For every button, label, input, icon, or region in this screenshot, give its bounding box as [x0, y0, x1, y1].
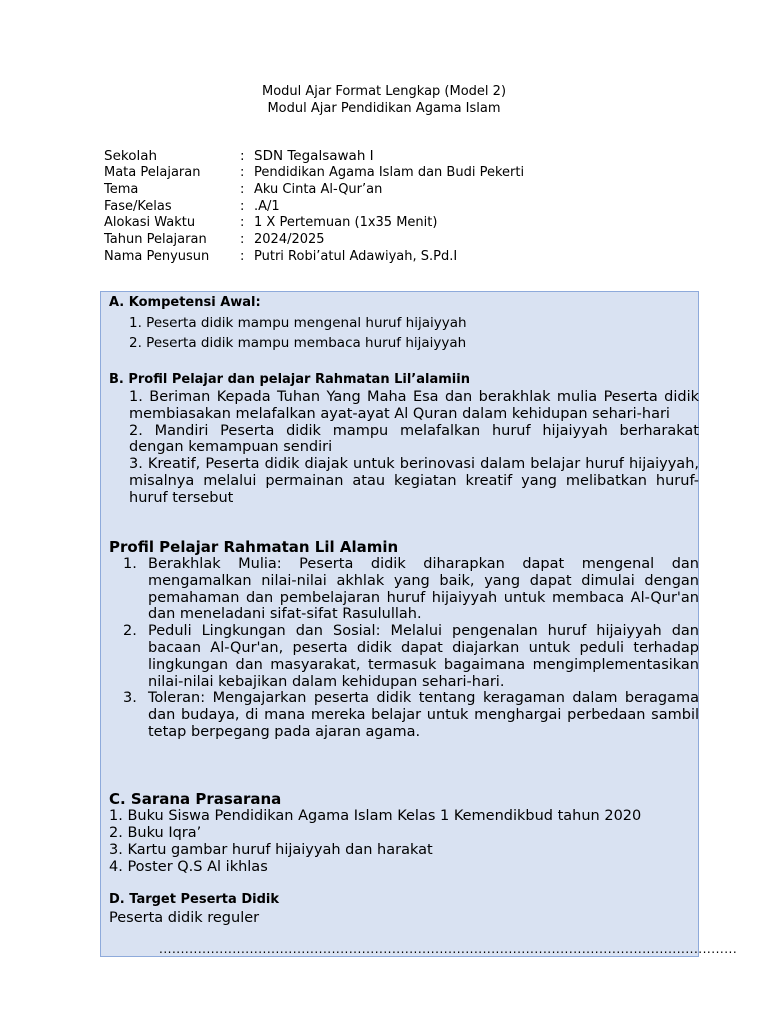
section-d-text: Peserta didik reguler [109, 910, 260, 926]
list-item [123, 690, 699, 740]
document-title: Modul Ajar Format Lengkap (Model 2) [261, 84, 507, 99]
meta-separator: : [240, 181, 245, 197]
meta-value: Pendidikan Agama Islam dan Budi Pekerti [254, 165, 525, 180]
list-number: 3. [123, 690, 137, 707]
meta-label: Sekolah [104, 148, 158, 164]
meta-label: Nama Penyusun [104, 248, 210, 264]
meta-label: Tahun Pelajaran [104, 232, 207, 248]
meta-row [104, 232, 604, 249]
list-item: 2. Buku Iqra’ [109, 825, 202, 841]
meta-value: 2024/2025 [254, 232, 325, 248]
meta-separator: : [240, 248, 245, 264]
profil-title: Profil Pelajar Rahmatan Lil Alamin [109, 538, 399, 556]
section-b-title: B. Profil Pelajar dan pelajar Rahmatan Lil’alamiin [109, 372, 470, 387]
meta-separator: : [240, 232, 245, 248]
list-item: 2. Peserta didik mampu membaca huruf hijaiyyah [129, 335, 467, 351]
list-item: 4. Poster Q.S Al ikhlas [109, 859, 268, 875]
list-item: 2. Mandiri Peserta didik mampu melafalkan huruf hijaiyyah berharakat dengan kemampuan sendiri [129, 422, 699, 456]
meta-row [104, 165, 604, 182]
meta-value: SDN Tegalsawah I [254, 148, 374, 164]
list-text: Peduli Lingkungan dan Sosial: Melalui pengenalan huruf hijaiyyah dan bacaan Al-Qur'an, peserta didik dapat diajarkan untuk peduli terhadap lingkungan dan masyarakat, termasuk bagaimana mengimplementasikan nilai-nilai kebajikan dalam kehidupan sehari-hari. [148, 623, 699, 690]
meta-row [104, 215, 604, 232]
section-a-title: A. Kompetensi Awal: [109, 295, 261, 310]
list-item: 1. Buku Siswa Pendidikan Agama Islam Kelas 1 Kemendikbud tahun 2020 [109, 808, 642, 824]
list-item: 3. Kartu gambar huruf hijaiyyah dan harakat [109, 842, 433, 858]
list-text: Berakhlak Mulia: Peserta didik diharapkan dapat mengenal dan mengamalkan nilai-nilai akhlak yang baik, yang dapat dimulai dengan pemahaman dan pembelajaran huruf hijaiyyah untuk membaca Al-Qur'an dan meneladani sifat-sifat Rasulullah. [148, 556, 699, 623]
document-subtitle: Modul Ajar Pendidikan Agama Islam [267, 101, 501, 116]
meta-value: 1 X Pertemuan (1x35 Menit) [254, 215, 438, 231]
section-b-list [129, 389, 699, 507]
section-c-title: C. Sarana Prasarana [109, 790, 282, 808]
meta-label: Alokasi Waktu [104, 215, 196, 231]
meta-label: Tema [104, 181, 139, 197]
meta-separator: : [240, 215, 245, 231]
meta-row [104, 147, 604, 165]
section-c-list [109, 808, 641, 876]
list-item [123, 623, 699, 690]
profil-list [123, 556, 699, 741]
meta-value: .A/1 [254, 198, 280, 214]
list-item: 1. Beriman Kepada Tuhan Yang Maha Esa dan berakhlak mulia Peserta didik membiasakan melafalkan ayat-ayat Al Quran dalam kehidupan sehari-hari [129, 389, 699, 422]
content-box [100, 291, 738, 957]
dotted-line: ...................................................................................................................................... [159, 942, 738, 956]
meta-value: Aku Cinta Al-Qur’an [254, 181, 383, 197]
meta-separator: : [240, 198, 245, 214]
meta-row [104, 199, 604, 216]
meta-row [104, 249, 604, 266]
meta-separator: : [240, 165, 245, 180]
list-item: 1. Peserta didik mampu mengenal huruf hijaiyyah [129, 315, 467, 331]
meta-value: Putri Robi’atul Adawiyah, S.Pd.I [254, 248, 458, 264]
list-item: 3. Kreatif, Peserta didik diajak untuk berinovasi dalam belajar huruf hijaiyyah, misalnya melalui permainan atau kegiatan kreatif yang melibatkan huruf-huruf tersebut [129, 456, 699, 506]
meta-separator: : [240, 148, 245, 164]
meta-row [104, 182, 604, 199]
list-text: Toleran: Mengajarkan peserta didik tentang keragaman dalam beragama dan budaya, di mana mereka belajar untuk menghargai perbedaan sambil tetap berpegang pada ajaran agama. [148, 690, 699, 740]
section-d-title: D. Target Peserta Didik [109, 892, 279, 907]
identity-table [104, 147, 604, 266]
meta-label: Mata Pelajaran [104, 165, 201, 180]
meta-label: Fase/Kelas [104, 198, 172, 214]
list-item [123, 556, 699, 623]
list-number: 2. [123, 623, 137, 640]
list-number: 1. [123, 556, 137, 572]
